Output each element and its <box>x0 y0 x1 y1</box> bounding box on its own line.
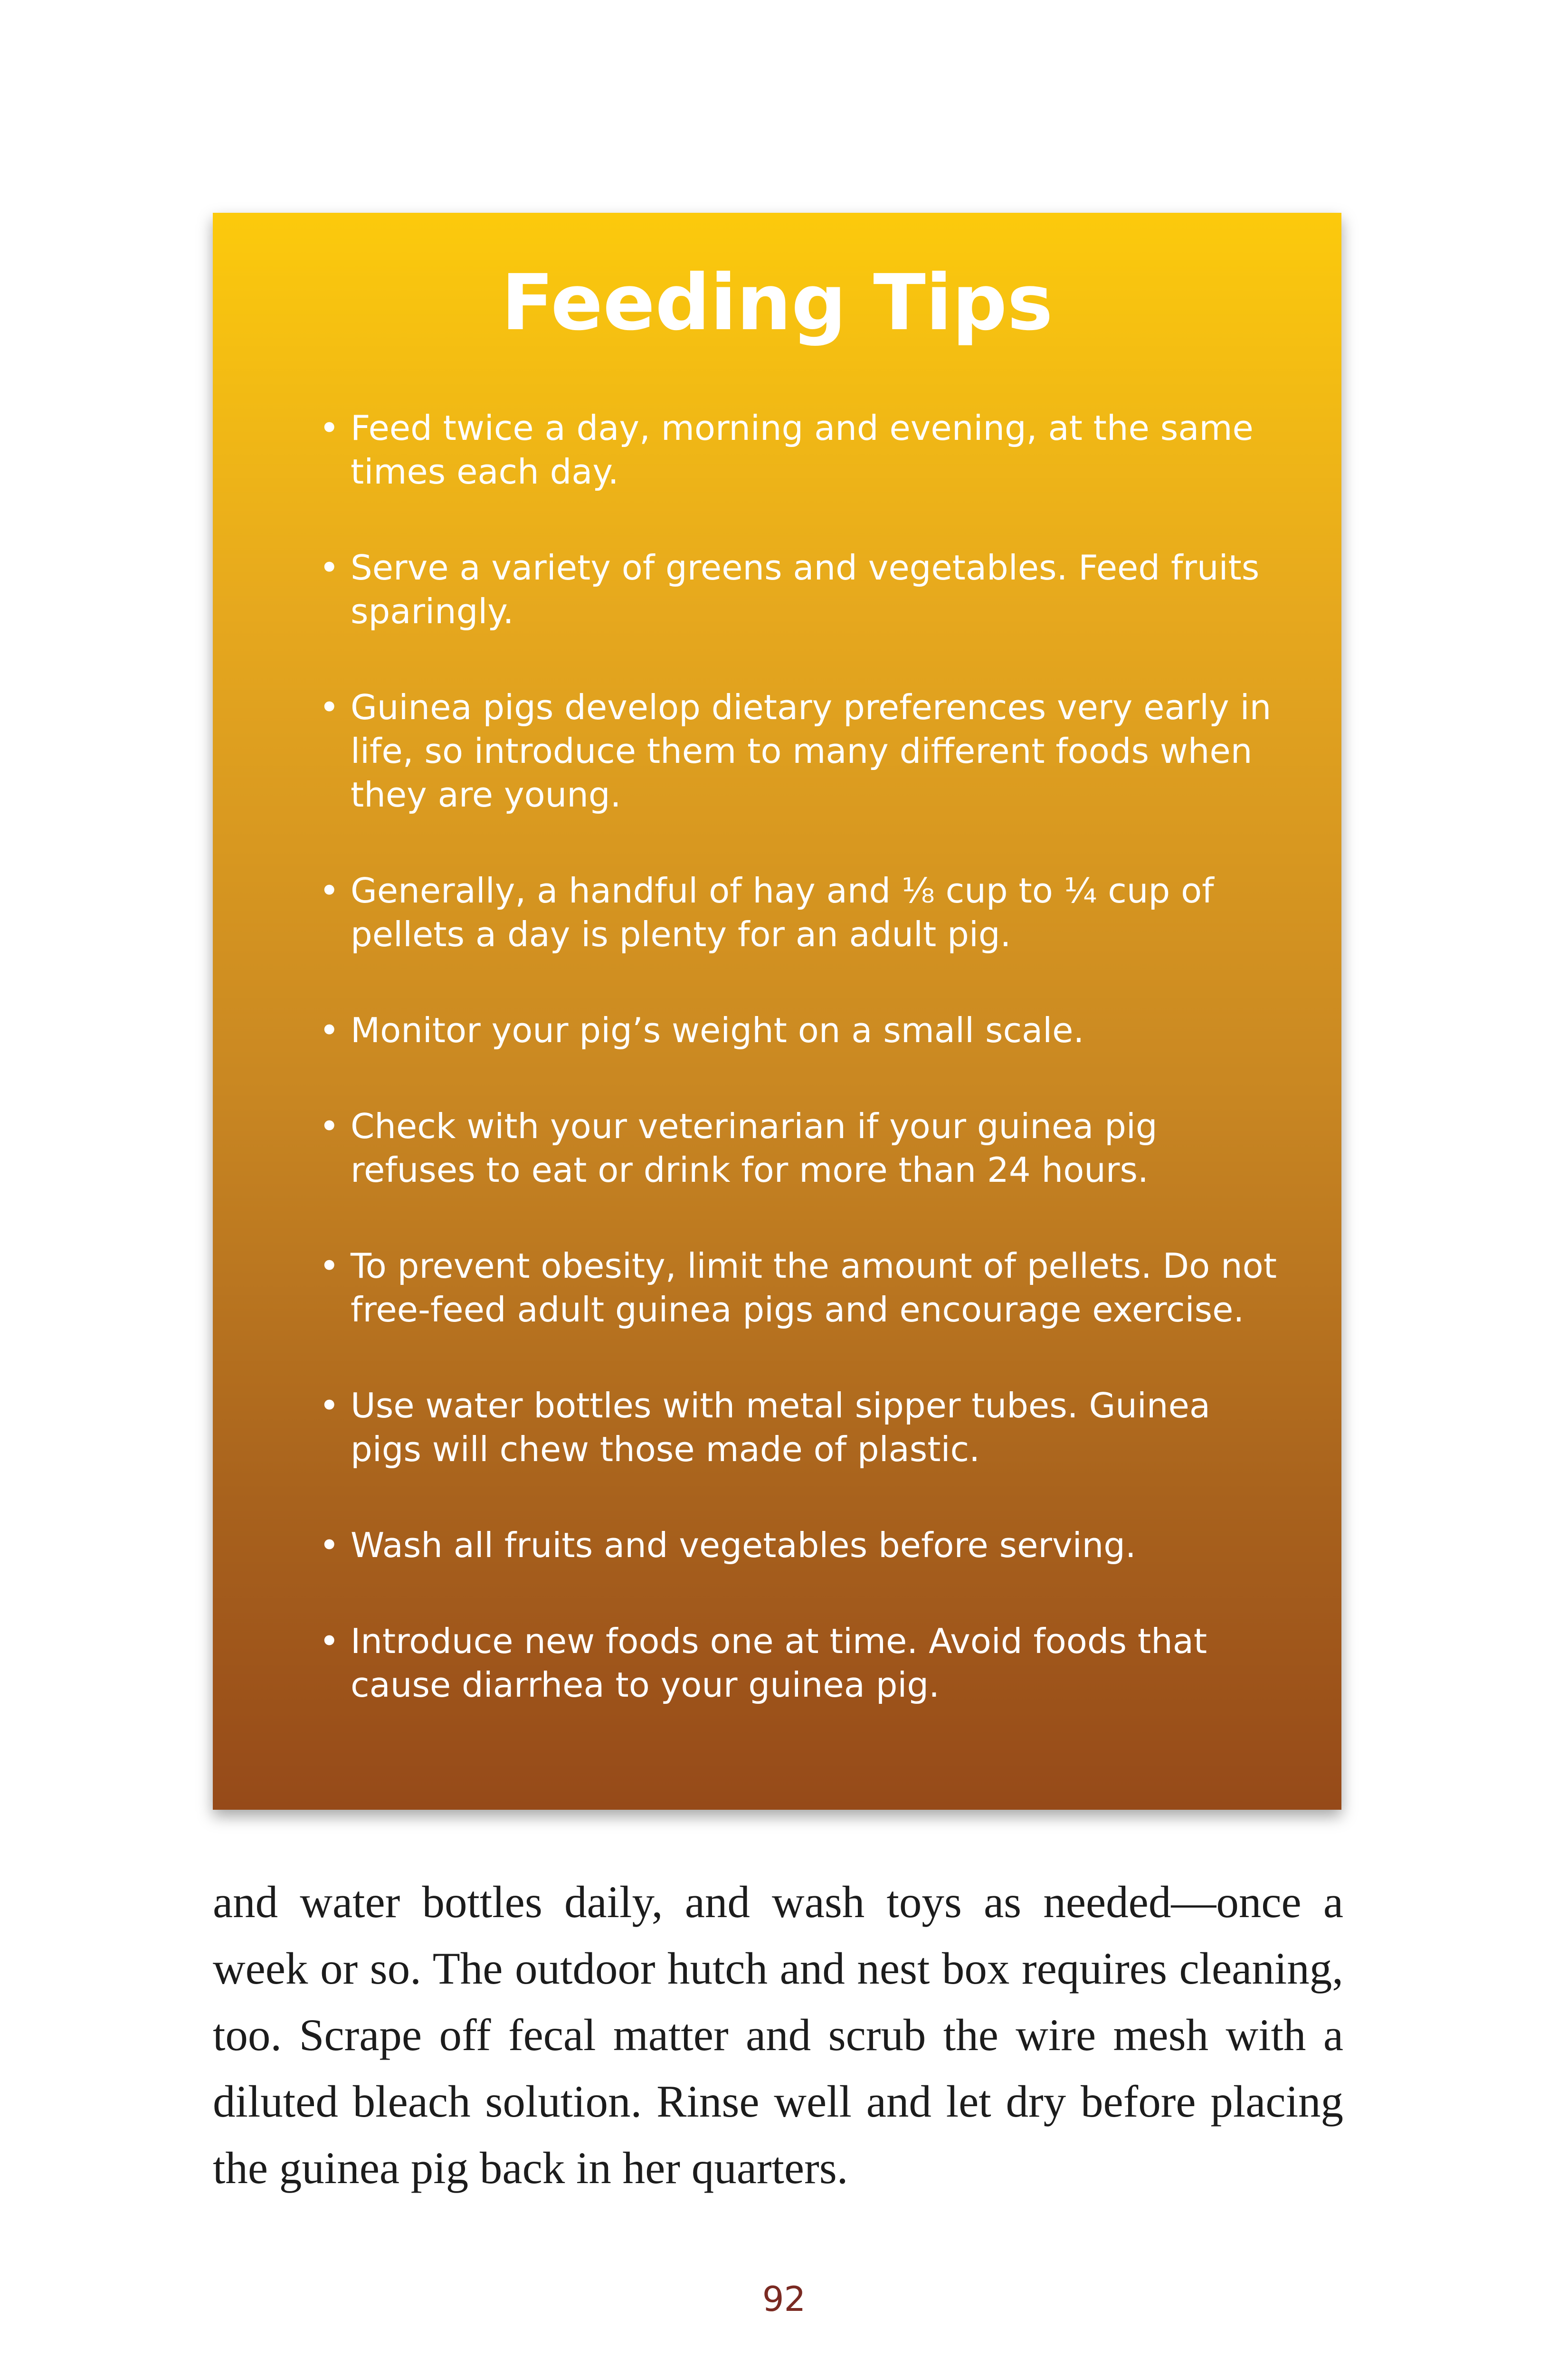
body-paragraph: and water bottles daily, and wash toys as needed—once a week or so. The outdoor hutch and nest box requires cleaning, too. Scrape off fecal matter and scrub the wire mesh with a diluted bleach solution. Rinse well and let dry before placing the guinea pig back in her quarters. <box>213 1877 1343 2193</box>
tip-item: • Use water bottles with metal sipper tubes. Guinea pigs will chew those made of plastic. <box>319 1384 1279 1471</box>
tip-item: • Feed twice a day, morning and evening, at the same times each day. <box>319 406 1279 494</box>
page-number: 92 <box>762 2279 806 2319</box>
tip-item: • Guinea pigs develop dietary preferences very early in life, so introduce them to many different foods when they are young. <box>319 685 1279 817</box>
tip-item: • Introduce new foods one at time. Avoid foods that cause diarrhea to your guinea pig. <box>319 1619 1279 1707</box>
feeding-tips-list <box>319 406 1279 1759</box>
tip-item: • Generally, a handful of hay and ⅛ cup to ¼ cup of pellets a day is plenty for an adult pig. <box>319 869 1279 956</box>
tip-item: • Wash all fruits and vegetables before serving. <box>319 1523 1279 1567</box>
tip-item: • Monitor your pig’s weight on a small scale. <box>319 1008 1279 1052</box>
feeding-tips-title: Feeding Tips <box>501 258 1053 348</box>
feeding-tips-box <box>213 213 1341 1810</box>
tip-item: • Check with your veterinarian if your guinea pig refuses to eat or drink for more than 24 hours. <box>319 1104 1279 1192</box>
tip-item: • To prevent obesity, limit the amount of pellets. Do not free-feed adult guinea pigs and encourage exercise. <box>319 1244 1279 1331</box>
tip-item: • Serve a variety of greens and vegetables. Feed fruits sparingly. <box>319 546 1279 633</box>
